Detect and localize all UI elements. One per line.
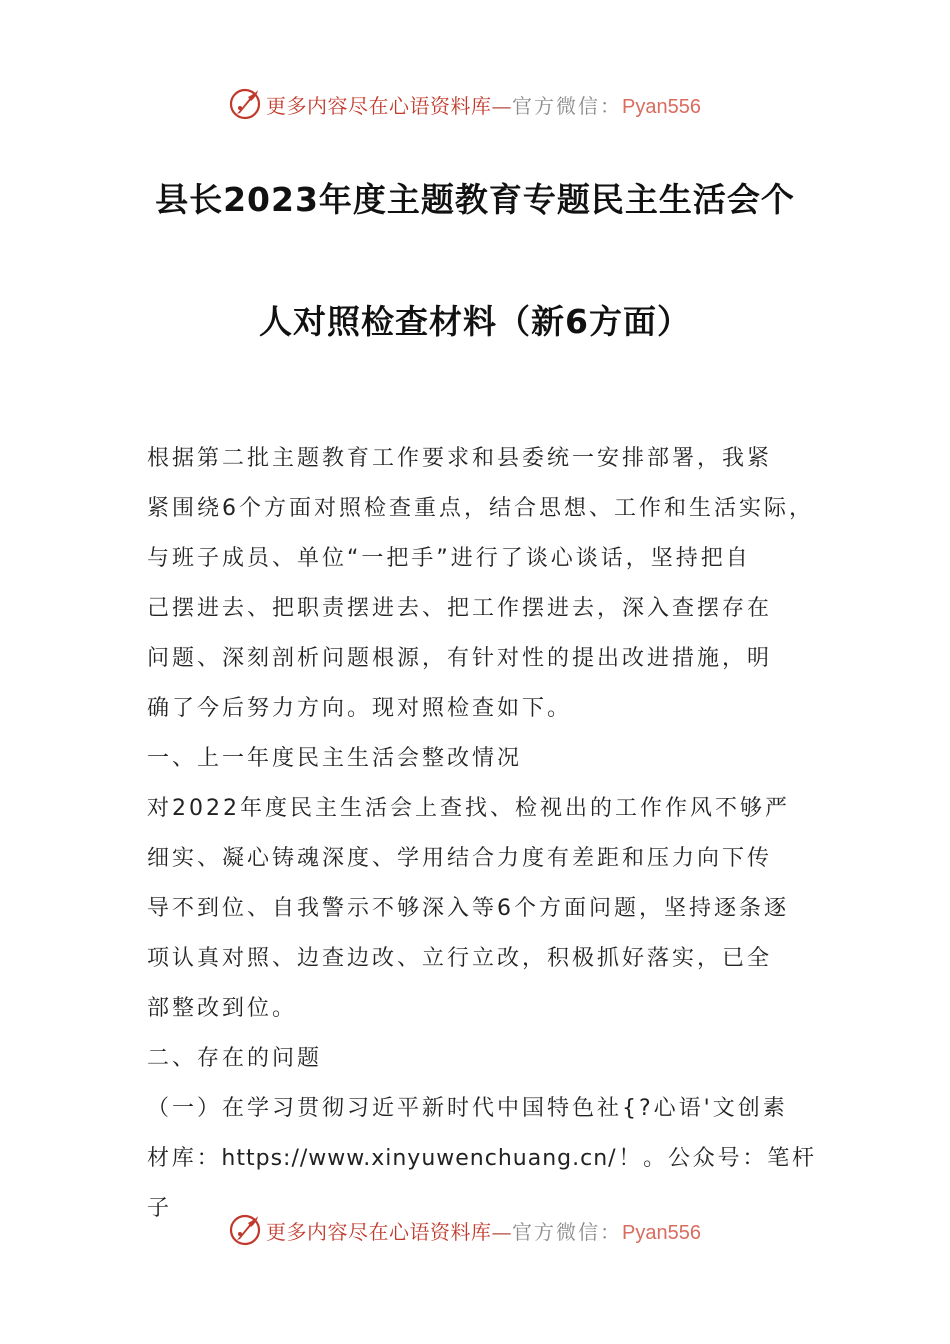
body-line: 对2022年度民主生活会上查找、检视出的工作作风不够严	[147, 796, 790, 821]
body-line: 紧围绕6个方面对照检查重点，结合思想、工作和生活实际，	[147, 496, 814, 521]
body-line: （一）在学习贯彻习近平新时代中国特色社{?心语'文创素	[147, 1096, 788, 1121]
watermark-text: 更多内容尽在心语资料库—官方微信：Pyan556	[266, 93, 701, 118]
body-line: 材库：https://www.xinyuwenchuang.cn/！。公众号：笔杆子	[147, 1146, 815, 1221]
body-line: 细实、凝心铸魂深度、学用结合力度有差距和压力向下传	[147, 846, 773, 871]
body-line: 部整改到位。	[147, 996, 298, 1021]
document-body	[147, 434, 815, 1234]
watermark-text: 更多内容尽在心语资料库—官方微信：Pyan556	[266, 1219, 701, 1244]
header-watermark	[228, 86, 701, 122]
body-line: 己摆进去、把职责摆进去、把工作摆进去，深入查摆存在	[147, 596, 773, 621]
body-line: 项认真对照、边查边改、立行立改，积极抓好落实，已全	[147, 946, 773, 971]
document-title-line-1: 县长2023年度主题教育专题民主生活会个	[155, 180, 795, 219]
document-title-line-2: 人对照检查材料（新6方面）	[259, 302, 691, 341]
body-line: 确了今后努力方向。现对照检查如下。	[147, 696, 573, 721]
body-line: 问题、深刻剖析问题根源，有针对性的提出改进措施，明	[147, 646, 773, 671]
body-line: 根据第二批主题教育工作要求和县委统一安排部署，我紧	[147, 446, 773, 471]
quill-circle-icon	[228, 1213, 262, 1247]
footer-watermark	[228, 1212, 701, 1248]
body-line: 导不到位、自我警示不够深入等6个方面问题，坚持逐条逐	[147, 896, 789, 921]
quill-circle-icon	[228, 87, 262, 121]
section-heading: 一、上一年度民主生活会整改情况	[147, 746, 523, 771]
body-line: 与班子成员、单位“一把手”进行了谈心谈话，坚持把自	[147, 546, 751, 571]
section-heading: 二、存在的问题	[147, 1046, 323, 1071]
